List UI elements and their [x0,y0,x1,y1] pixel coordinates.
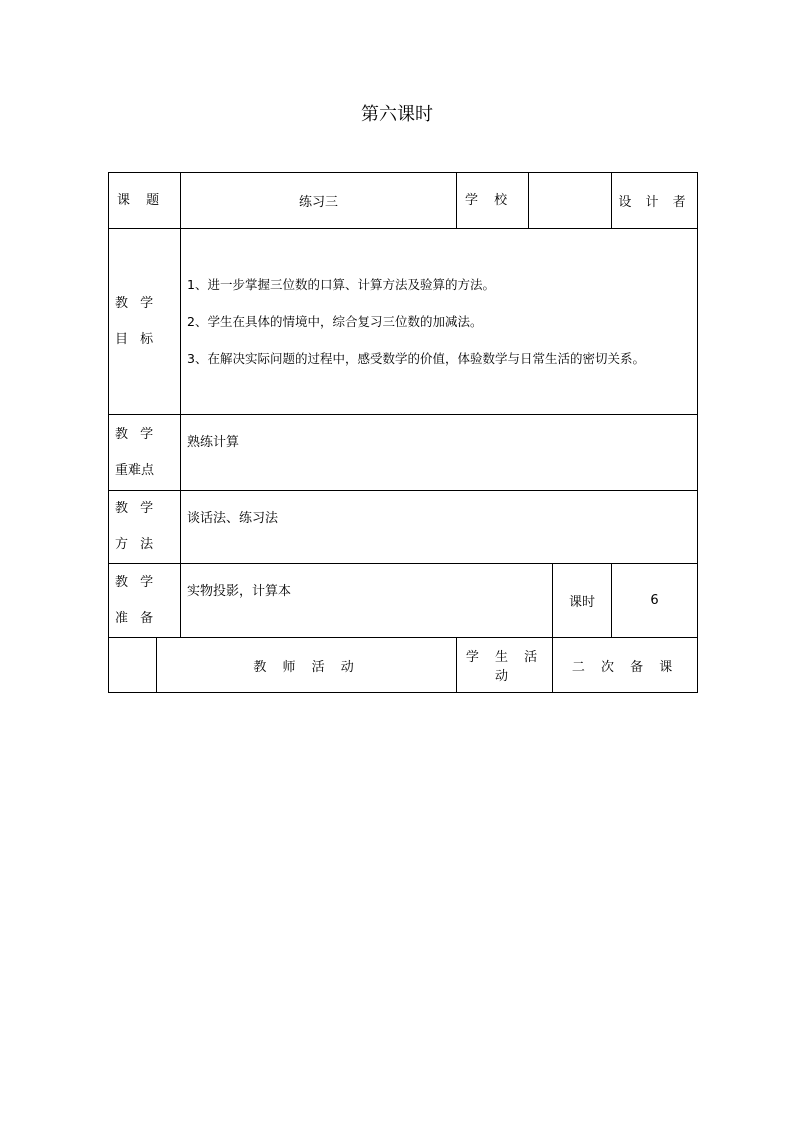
designer-label: 设 计 者 [612,173,698,229]
prep-label [109,564,181,638]
method-row [109,491,698,564]
goals-label [109,229,181,415]
goals-content [181,229,698,415]
period-label: 课时 [553,564,612,638]
student-activity-header: 学 生 活 动 [457,638,553,693]
school-label: 学 校 [457,173,529,229]
period-value: 6 [612,564,698,638]
page-title: 第六课时 [361,104,433,125]
key-points-label [109,415,181,491]
topic-label: 课 题 [109,173,181,229]
method-label [109,491,181,564]
school-value [529,173,612,229]
teacher-activity-header: 教 师 活 动 [157,638,457,693]
key-label-line2: 重难点 [115,462,155,478]
prep-value: 实物投影，计算本 [181,564,553,638]
goals-label-line2: 目 标 [115,331,158,347]
prep-row [109,564,698,638]
method-label-line1: 教 学 [115,501,158,516]
goal-item-3: 3、在解决实际问题的过程中，感受数学的价值，体验数学与日常生活的密切关系。 [187,351,645,366]
goal-item-2: 2、学生在具体的情境中，综合复习三位数的加减法。 [187,314,483,329]
key-label-line1: 教 学 [115,426,158,442]
method-label-line2: 方 法 [115,537,158,552]
prep-label-line1: 教 学 [115,574,158,590]
activity-header-row [109,638,698,693]
key-points-value: 熟练计算 [181,415,698,491]
activity-blank-cell [109,638,157,693]
goal-item-1: 1、进一步掌握三位数的口算、计算方法及验算的方法。 [187,277,495,292]
method-value: 谈话法、练习法 [181,491,698,564]
lesson-plan-table [108,172,698,693]
topic-value: 练习三 [181,173,457,229]
goals-row [109,229,698,415]
topic-row [109,173,698,229]
second-prep-header: 二 次 备 课 [553,638,698,693]
goals-label-line1: 教 学 [115,295,158,311]
prep-label-line2: 准 备 [115,610,158,626]
key-points-row [109,415,698,491]
